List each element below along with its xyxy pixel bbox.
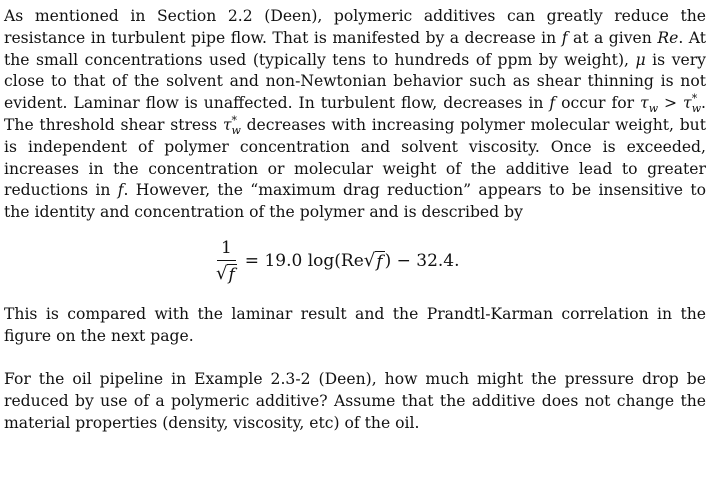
- shear-stress-symbol: $\tau_w$: [640, 94, 659, 116]
- equation-fraction: [216, 238, 237, 285]
- paragraph-text: . At the small concentrations used (typically tens to hundreds of ppm by weight),: [4, 28, 707, 69]
- math-variable: f: [117, 181, 124, 200]
- equation-constant: 32.4.: [416, 250, 460, 271]
- paragraph-question: For the oil pipeline in Example 2.3-2 (Deen), how much might the pressure drop be reduced by use of a polymeric additive? Assume that the additive does not change the material properties (density, viscosity, etc) of the oil.: [4, 370, 706, 432]
- paragraph-text: As mentioned in Section 2.2 (Deen), polymeric additives can greatly reduce the resistance in turbulent pipe flow. That is manifested by a decrease in: [4, 7, 706, 47]
- equals-sign: =: [244, 250, 260, 271]
- shear-stress-symbol: $\tau^*_w$: [222, 113, 241, 138]
- sqrt-f: √ f: [363, 250, 383, 273]
- paragraph-text: . However, the “maximum drag reduction” appears to be insensitive to the identity and concentration of the polymer and is described by: [4, 181, 706, 222]
- drag-reduction-equation: [216, 238, 460, 285]
- minus-sign: −: [396, 250, 411, 271]
- paragraph-text: occur for: [555, 94, 641, 113]
- reynolds-number: Re: [340, 250, 364, 271]
- paragraph-comparison: This is compared with the laminar result and the Prandtl-Karman correlation in the figure on the next page.: [4, 304, 706, 345]
- math-variable: μ: [635, 50, 646, 69]
- equation-coefficient: 19.0: [264, 250, 303, 271]
- shear-stress-symbol: $\tau^*_w$: [683, 92, 702, 116]
- document-page: [4, 6, 706, 435]
- equation-block: [4, 224, 706, 304]
- math-variable: Re: [657, 28, 679, 47]
- paragraph-intro: [4, 6, 706, 224]
- paragraph-text: is very close to that of the solvent and non-Newtonian behavior such as shear thinning is not evident. Laminar flow is unaffected. In turbulent flow, decreases in: [4, 50, 706, 113]
- math-variable: f: [549, 94, 556, 113]
- fraction-denominator: [216, 261, 237, 285]
- paragraph-text: decreases with increasing polymer molecular weight, but is independent of polymer concentration and solvent viscosity. Once is exceeded, increases in the concentration or molecular weight of the additive lead to greater reductions in: [4, 115, 706, 200]
- paragraph-text: . The threshold shear stress: [4, 94, 706, 134]
- equation-rhs: = 19.0 log ( Re √ f ) − 32.4.: [244, 250, 460, 273]
- math-variable: f: [561, 28, 568, 47]
- sqrt-symbol: √ f: [216, 262, 235, 285]
- log-function: log: [307, 250, 335, 271]
- paragraph-text: >: [658, 94, 684, 113]
- paragraph-text: at a given: [567, 28, 658, 47]
- fraction-numerator: 1: [217, 238, 236, 261]
